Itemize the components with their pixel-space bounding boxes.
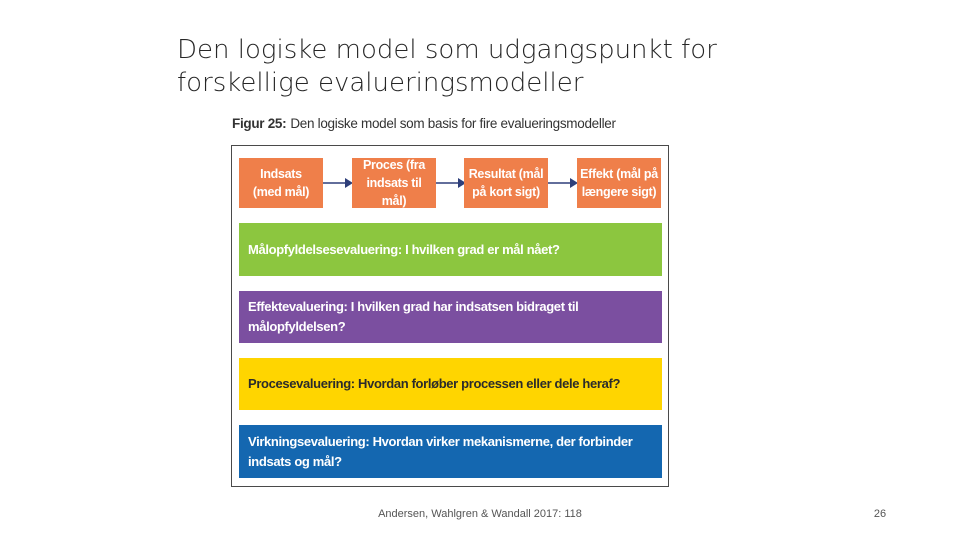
band-text: Effektevaluering: I hvilken grad har indsatsen bidraget til målopfyldelsen? [248,299,579,334]
band-text: Procesevaluering: Hvordan forløber processen eller dele heraf? [248,376,621,391]
band-effektevaluering [239,291,662,343]
band-procesevaluering [239,358,662,410]
arrow-right-icon [323,177,353,189]
process-step-proces [352,158,436,208]
process-step-effekt [577,158,661,208]
band-text: Virkningsevaluering: Hvordan virker mekanismerne, der forbinder indsats og mål? [248,433,633,469]
process-step-line: indsats til mål) [366,176,422,208]
process-step-line: længere sigt) [581,185,657,199]
process-step-line: Effekt (mål på [580,167,658,181]
logic-model-figure [231,145,669,487]
figure-caption [232,116,672,131]
process-step-indsats [239,158,323,208]
source-citation: Andersen, Wahlgren & Wandall 2017: 118 [378,508,582,520]
process-step-line: Indsats [260,167,302,181]
process-step-resultat [464,158,548,208]
slide-title [177,34,797,100]
slide-title-line-2: forskellige evalueringsmodeller [177,68,584,98]
figure-caption-text: Den logiske model som basis for fire evalueringsmodeller [290,116,616,131]
slide-title-line-1: Den logiske model som udgangspunkt for [177,35,717,65]
band-virkningsevaluering [239,425,662,478]
process-step-line: på kort sigt) [472,185,540,199]
band-text: Målopfyldelsesevaluering: I hvilken grad er mål nået? [248,241,560,257]
arrow-right-icon [548,177,578,189]
band-malopfyldelsesevaluering [239,223,662,276]
page-number: 26 [873,508,887,520]
process-step-line: Proces (fra [362,158,425,172]
process-step-line: Resultat (mål [468,167,544,181]
arrow-right-icon [436,177,466,189]
figure-caption-label: Figur 25: [232,116,287,131]
process-step-line: (med mål) [252,185,310,199]
